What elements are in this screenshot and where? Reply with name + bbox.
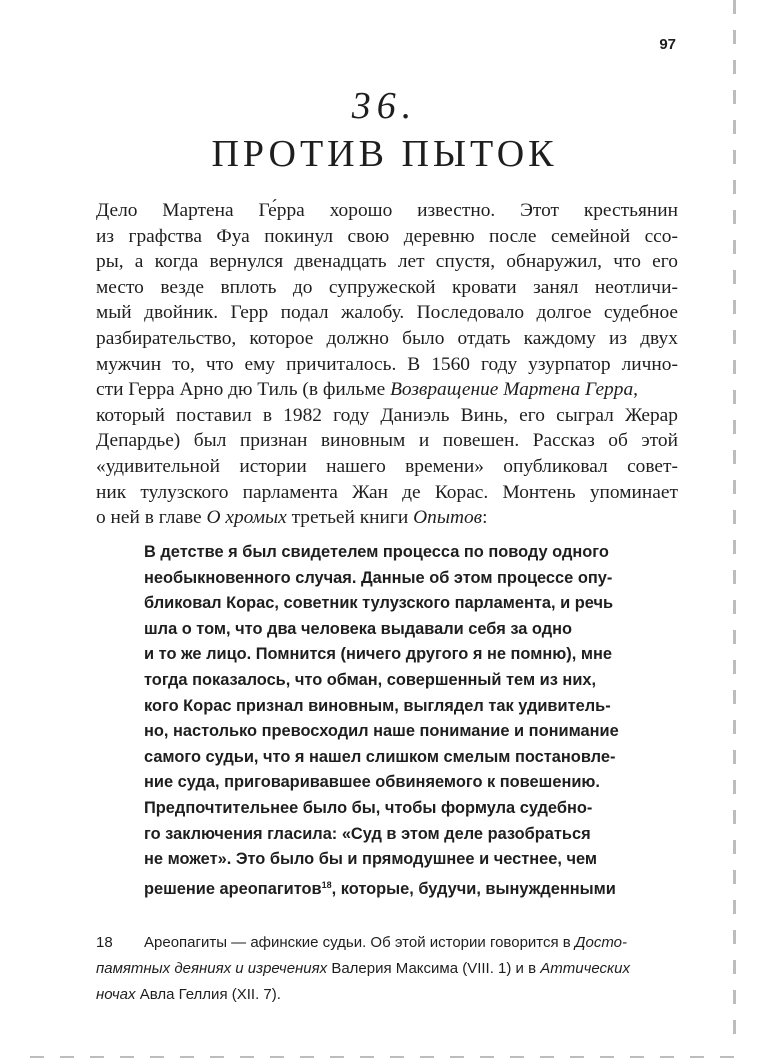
word: признан [239,430,308,452]
word: и [418,430,430,452]
word: его [652,251,678,273]
word: Рассказ [532,430,595,452]
body-line-text: сти Герра Арно дю Тиль (в фильме [96,379,391,401]
body-line [96,300,678,326]
quote-line: самого судьи, что я нашел слишком смелым постановле- [144,747,616,766]
word: Последовало [416,302,525,324]
word: Монтень [502,481,576,503]
word: мужчин [96,353,162,375]
word: упоминает [589,481,678,503]
word: Герр [230,302,269,324]
footnote-text: Валерия Максима (VIII. 1) и в [327,960,541,977]
word: поставил [176,404,252,426]
word: парламента [242,481,338,503]
word: году [480,353,518,375]
word: должно [326,327,389,349]
word: отдать [457,327,511,349]
page-number: 97 [659,36,676,53]
word: кровати [452,276,517,298]
word: мый [96,302,132,324]
word: тулузского [140,481,229,503]
punctuation: , [633,379,639,401]
word: до [292,276,313,298]
footnote-line [96,930,678,956]
body-line-text: о ней в главе [96,507,207,529]
quote-line: Предпочтительнее было бы, чтобы формула судебно- [144,798,593,817]
word: что [205,353,234,375]
body-line [96,352,678,378]
quote-line: тогда показалось, что обман, совершенный тем из них, [144,670,597,689]
word: из [96,225,115,247]
word: «удивительной [96,455,220,477]
footnote-italic: памятных деяниях и изречениях [96,960,328,977]
body-line [96,454,678,480]
quote-line: кого Корас признал виновным, выглядел так удивитель- [144,696,611,715]
word: Винь, [460,404,509,426]
word: из [609,327,628,349]
word: причиталось. [286,353,397,375]
body-line [96,480,678,506]
body-line [96,403,678,429]
chapter-number: 36. [351,85,418,127]
body-line [96,505,678,531]
footnote-text: Авла Геллия (XII. 7). [135,986,281,1003]
word: супружеской [328,276,436,298]
footnote-line [96,982,678,1008]
word: 1560 [431,353,470,375]
quote-line: не может». Это было бы и прямодушнее и честнее, чем [144,850,598,869]
word: что [613,251,641,273]
word: В [407,353,421,375]
word: везде [160,276,205,298]
word: деревню [403,225,475,247]
word: свою [347,225,390,247]
word: узурпатор [528,353,611,375]
word: было [402,327,445,349]
word: Дело [96,200,138,221]
word: ник [96,481,127,503]
quote-line: го заключения гласила: «Суд в этом деле разобраться [144,824,591,843]
word: неотличи- [594,276,678,298]
footnote [96,930,678,1008]
footnote-text: Ареопагиты — афинские судьи. Об этой истории говорится в [144,934,575,951]
crop-marks-bottom [30,1056,736,1058]
quote-line-text: , которые, будучи, вынужденными [331,879,616,898]
word: Мартена [162,200,234,221]
word: совет- [627,455,678,477]
word: после [489,225,537,247]
word: лет [397,251,425,273]
body-line [96,275,678,301]
body-line [96,198,678,224]
word: Ге́рра [258,200,305,221]
body-line [96,224,678,250]
word: подал [280,302,329,324]
body-line [96,377,678,403]
quote-line [144,873,674,903]
word: был [193,430,227,452]
body-line-text: третьей книги [286,507,414,529]
footnote-number: 18 [96,934,113,951]
word: ссо- [644,225,678,247]
word: долгое [536,302,592,324]
word: ры, [96,251,124,273]
word: нашего [326,455,386,477]
quote-line: необыкновенного случая. Данные об этом процессе опу- [144,568,613,587]
word: виновным [320,430,406,452]
quote-line: и то же лицо. Помнится (ничего другого я не помню), мне [144,645,612,664]
body-paragraph [96,198,678,531]
word: Даниэль [380,404,450,426]
word: судебное [603,302,678,324]
body-line [96,326,678,352]
body-line [96,428,678,454]
word: опубликовал [503,455,608,477]
block-quote [144,540,674,902]
word: место [96,276,144,298]
word: занял [533,276,579,298]
word: 1982 [283,404,322,426]
word: то, [172,353,195,375]
word: Корас. [434,481,489,503]
word: в [262,404,273,426]
footnote-italic: Аттических [540,960,630,977]
word: двух [640,327,678,349]
word: сыграл [556,404,614,426]
word: которое [249,327,314,349]
word: повешен. [442,430,520,452]
word: Этот [520,200,559,221]
word: вернулся [209,251,284,273]
footnote-italic: Досто- [574,934,627,951]
word: его [519,404,545,426]
word: истории [239,455,307,477]
word: разбирательство, [96,327,237,349]
word: обнаружил, [506,251,603,273]
quote-line: шла о том, что два человека выдавали себя за одно [144,619,573,638]
word: который [96,404,165,426]
book-title: Опытов [413,507,483,529]
word: графства [128,225,202,247]
footnote-italic: ночах [96,986,136,1003]
word: Депардье) [96,430,181,452]
word: семейной [550,225,631,247]
quote-line: но, настолько превосходил наше понимание и понимание [144,722,619,741]
word: де [402,481,421,503]
word: двойник. [144,302,219,324]
word: Жан [352,481,388,503]
footnote-line [96,956,678,982]
punctuation: : [482,507,488,529]
word: покинул [264,225,334,247]
quote-line-text: решение ареопагитов [144,879,322,898]
word: этой [641,430,678,452]
word: об [608,430,628,452]
quote-line: бликовал Корас, советник тулузского парламента, и речь [144,594,614,613]
word: крестьянин [583,200,678,221]
word: каждому [523,327,596,349]
body-line [96,249,678,275]
chapter-title: ПРОТИВ ПЫТОК [211,133,558,175]
word: хорошо [329,200,393,221]
word: двенадцать [294,251,387,273]
word: времени» [405,455,484,477]
word: известно. [417,200,496,221]
footnote-reference[interactable]: 18 [321,879,332,890]
word: году [333,404,370,426]
word: Фуа [216,225,250,247]
word: когда [154,251,199,273]
word: Жерар [624,404,678,426]
quote-line: ние суда, приговаривавшее обвиняемого к повешению. [144,773,600,792]
essay-title: О хромых [206,507,287,529]
quote-line: В детстве я был свидетелем процесса по поводу одного [144,543,609,561]
film-title: Возвращение Мартена Герра [390,379,634,401]
word: ему [244,353,276,375]
word: а [134,251,144,273]
word: спустя, [435,251,496,273]
word: лично- [621,353,678,375]
word: вплоть [220,276,277,298]
word: жалобу. [340,302,405,324]
